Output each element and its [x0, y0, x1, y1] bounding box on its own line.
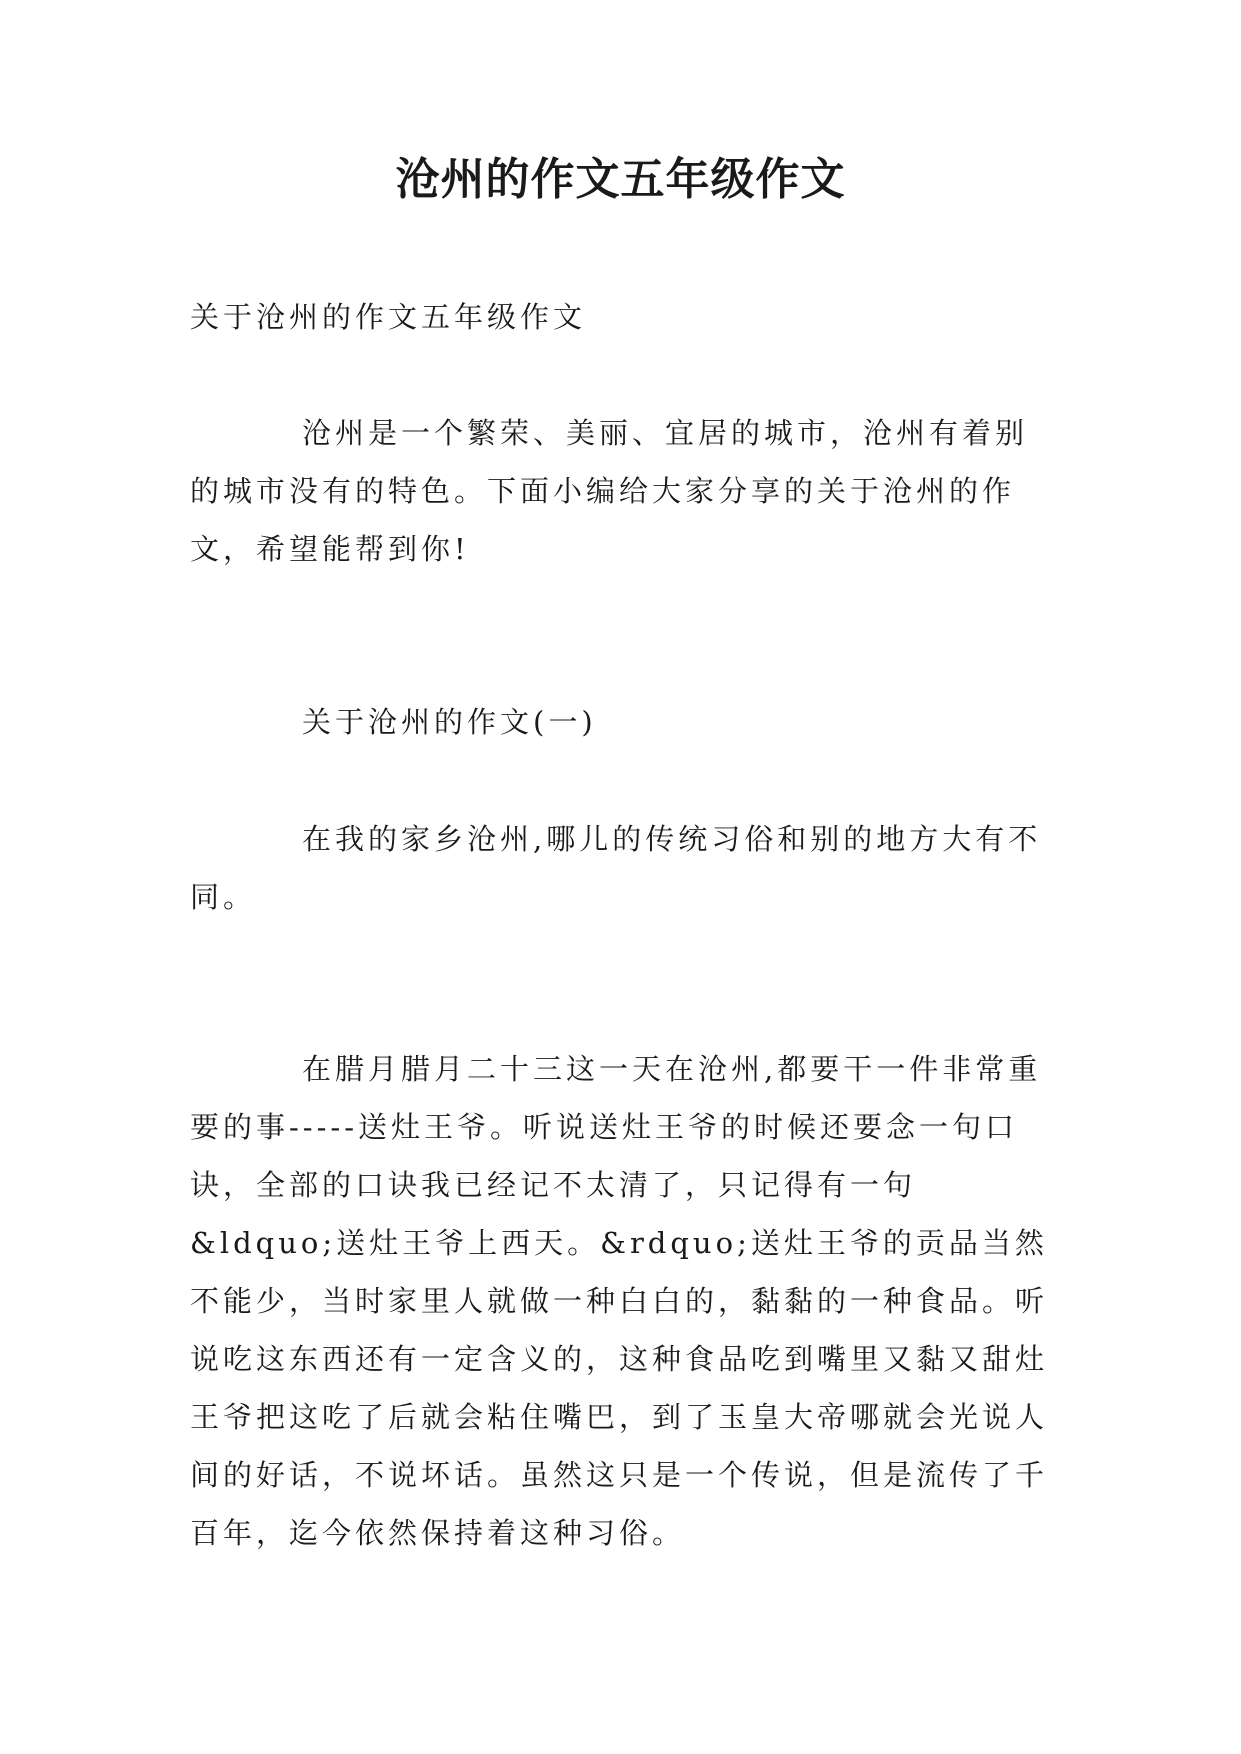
body-paragraph: 在我的家乡沧州,哪儿的传统习俗和别的地方大有不同。	[190, 822, 1042, 914]
intro-paragraph: 沧州是一个繁荣、美丽、宜居的城市，沧州有着别的城市没有的特色。下面小编给大家分享的关于沧州的作文，希望能帮到你!	[190, 416, 1029, 566]
document-subtitle: 关于沧州的作文五年级作文	[190, 300, 587, 334]
document-title: 沧州的作文五年级作文	[395, 154, 846, 205]
body-paragraph: 在腊月腊月二十三这一天在沧州,都要干一件非常重要的事-----送灶王爷。听说送灶王爷的时候还要念一句口诀，全部的口诀我已经记不太清了，只记得有一句&ldquo;送灶王爷上西天。&rdquo;送灶王爷的贡品当然不能少，当时家里人就做一种白白的，黏黏的一种食品。听说吃这东西还有一定含义的，这种食品吃到嘴里又黏又甜灶王爷把这吃了后就会粘住嘴巴，到了玉皇大帝哪就会光说人间的好话，不说坏话。虽然这只是一个传说，但是流传了千百年，迄今依然保持着这种习俗。	[190, 1052, 1049, 1550]
section-heading: 关于沧州的作文(一)	[302, 705, 597, 739]
